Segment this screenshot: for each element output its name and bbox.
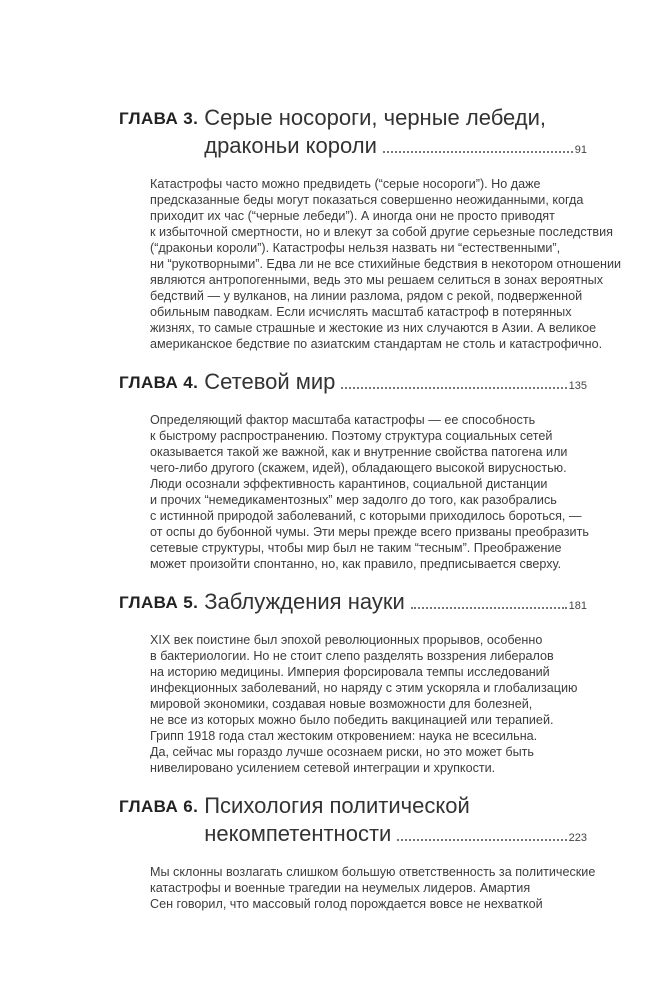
summary-line: чего-либо другого (скажем, идей), обладающего высокой вирусностью.	[150, 461, 567, 475]
chapter-title-block	[204, 368, 587, 400]
summary-line: инфекционных заболеваний, но наряду с этим ускоряла и глобализацию	[150, 681, 578, 695]
page-number: 135	[568, 380, 587, 392]
summary-line: нивелировано усилением сетевой интеграции и хрупкости.	[150, 761, 496, 775]
chapter-entry	[119, 368, 587, 572]
summary-line: в бактериологии. Но не стоит слепо разделять воззрения либералов	[150, 649, 554, 663]
chapter-label: ГЛАВА 4.	[119, 373, 199, 392]
summary-line: американское бедствие по азиатским стандартам не столь и катастрофично.	[150, 337, 603, 351]
summary-line: к избыточной смертности, но и влекут за собой другие серьезные последствия	[150, 225, 613, 239]
summary-line: Да, сейчас мы гораздо лучше осознаем риски, но это может быть	[150, 745, 534, 759]
page-number: 181	[568, 600, 587, 612]
summary-line: Грипп 1918 года стал жестоким откровением: наука не всесильна.	[150, 729, 538, 743]
summary-line: Катастрофы часто можно предвидеть (“серые носороги”). Но даже	[150, 177, 541, 191]
chapter-title: некомпетентности	[204, 821, 392, 846]
chapter-title-line	[204, 820, 587, 852]
summary-line: сетевые структуры, чтобы мир был не таким “тесным”. Преображение	[150, 541, 562, 555]
dot-leader	[397, 839, 566, 841]
summary-line: Мы склонны возлагать слишком большую ответственность за политические	[150, 865, 596, 879]
chapter-summary	[150, 864, 596, 912]
chapter-title-block	[204, 792, 587, 852]
chapter-summary	[150, 632, 587, 776]
chapter-title-line	[204, 588, 587, 620]
summary-line: к быстрому распространению. Поэтому структура социальных сетей	[150, 429, 553, 443]
chapter-summary	[150, 412, 587, 572]
chapter-title-line	[204, 792, 587, 820]
summary-line: оказывается такой же важной, как и внутренние свойства патогена или	[150, 445, 568, 459]
summary-line: Люди осознали эффективность карантинов, социальной дистанции	[150, 477, 548, 491]
chapter-title: Психология политической	[204, 793, 470, 818]
page-number: 91	[574, 144, 587, 156]
summary-line: и прочих “немедикаментозных” мер задолго до того, как разобрались	[150, 493, 557, 507]
table-of-contents	[119, 104, 622, 928]
summary-line: не все из которых можно было победить вакцинацией или терапией.	[150, 713, 554, 727]
summary-line: с истинной природой заболеваний, с которыми приходилось бороться, —	[150, 509, 582, 523]
dot-leader	[411, 607, 567, 609]
chapter-entry	[119, 588, 587, 776]
dot-leader	[341, 387, 566, 389]
chapter-entry	[119, 104, 622, 352]
dot-leader	[383, 151, 573, 153]
summary-line: Определяющий фактор масштаба катастрофы — ее способность	[150, 413, 536, 427]
summary-line: являются антропогенными, ведь это мы решаем селиться в зонах вероятных	[150, 273, 604, 287]
summary-line: предсказанные беды могут показаться совершенно неожиданными, когда	[150, 193, 584, 207]
summary-line: Сен говорил, что массовый голод порождается вовсе не нехваткой	[150, 897, 543, 911]
chapter-heading[interactable]	[119, 104, 587, 164]
summary-line: XIX век поистине был эпохой революционных прорывов, особенно	[150, 633, 543, 647]
chapter-title-block	[204, 588, 587, 620]
chapter-title-line	[204, 104, 587, 132]
chapter-heading[interactable]	[119, 368, 587, 400]
summary-line: от оспы до бубонной чумы. Эти меры прежде всего призваны преобразить	[150, 525, 589, 539]
chapter-label: ГЛАВА 5.	[119, 593, 199, 612]
chapter-title-line	[204, 368, 587, 400]
summary-line: катастрофы и военные трагедии на неумелых лидеров. Амартия	[150, 881, 531, 895]
chapter-title-line	[204, 132, 587, 164]
chapter-label: ГЛАВА 3.	[119, 109, 199, 128]
chapter-title-block	[204, 104, 587, 164]
summary-line: жизнях, то самые страшные и жестокие из них случаются в Азии. А великое	[150, 321, 597, 335]
chapter-heading[interactable]	[119, 792, 587, 852]
summary-line: приходит их час (“черные лебеди”). А иногда они не просто приводят	[150, 209, 555, 223]
chapter-title: драконьи короли	[204, 133, 377, 158]
summary-line: бедствий — у вулканов, на линии разлома, рядом с рекой, подверженной	[150, 289, 583, 303]
summary-line: мировой экономики, создавая новые возможности для болезней,	[150, 697, 533, 711]
summary-line: обильным паводкам. Если исчислять масштаб катастроф в потерянных	[150, 305, 572, 319]
chapter-summary	[150, 176, 622, 352]
summary-line: ни “рукотворными”. Едва ли не все стихийные бедствия в некотором отношении	[150, 257, 622, 271]
summary-line: (“драконьи короли”). Катастрофы нельзя назвать ни “естественными”,	[150, 241, 561, 255]
chapter-title: Сетевой мир	[204, 369, 336, 394]
summary-line: может произойти спонтанно, но, как правило, предписывается сверху.	[150, 557, 562, 571]
chapter-heading[interactable]	[119, 588, 587, 620]
page-number: 223	[568, 832, 587, 844]
summary-line: на историю медицины. Империя форсировала темпы исследований	[150, 665, 550, 679]
chapter-entry	[119, 792, 596, 912]
chapter-title: Серые носороги, черные лебеди,	[204, 105, 547, 130]
chapter-title: Заблуждения науки	[204, 589, 405, 614]
chapter-label: ГЛАВА 6.	[119, 797, 199, 816]
